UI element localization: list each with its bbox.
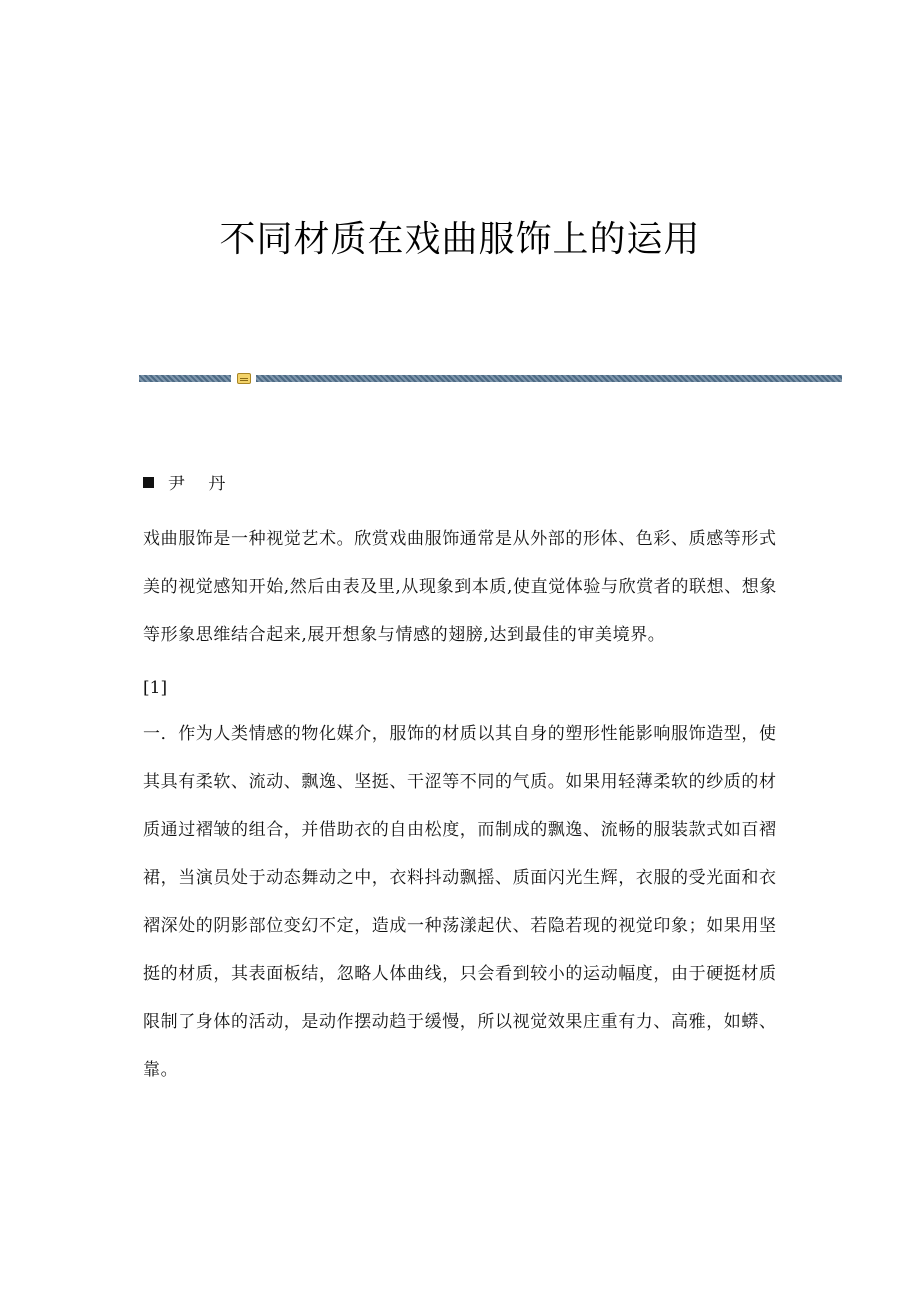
paragraph-intro: 戏曲服饰是一种视觉艺术。欣赏戏曲服饰通常是从外部的形体、色彩、质感等形式美的视觉感知开始,然后由表及里,从现象到本质,使直觉体验与欣赏者的联想、想象等形象思维结合起来,展开想象与情感的翅膀,达到最佳的审美境界。 [143, 529, 778, 645]
black-square-icon [143, 477, 154, 488]
paragraph-section-one: 一．作为人类情感的物化媒介，服饰的材质以其自身的塑形性能影响服饰造型，使其具有柔软、流动、飘逸、坚挺、干涩等不同的气质。如果用轻薄柔软的纱质的材质通过褶皱的组合，并借助衣的自由松度，而制成的飘逸、流畅的服装款式如百褶裙，当演员处于动态舞动之中，衣料抖动飘摇、质面闪光生辉，衣服的受光面和衣褶深处的阴影部位变幻不定，造成一种荡漾起伏、若隐若现的视觉印象；如果用坚挺的材质，其表面板结，忽略人体曲线，只会看到较小的运动幅度，由于硬挺材质限制了身体的活动，是动作摆动趋于缓慢，所以视觉效果庄重有力、高雅，如蟒、靠。 [143, 724, 777, 1080]
document-title: 不同材质在戏曲服饰上的运用 [219, 219, 701, 260]
divider-bar-left [139, 375, 231, 382]
title-divider [139, 373, 842, 385]
author-name: 尹 丹 [168, 474, 235, 494]
author-line [143, 472, 234, 496]
divider-bar-right [256, 375, 842, 382]
gold-ornament-icon [237, 373, 251, 384]
reference-mark: [1] [143, 678, 168, 698]
